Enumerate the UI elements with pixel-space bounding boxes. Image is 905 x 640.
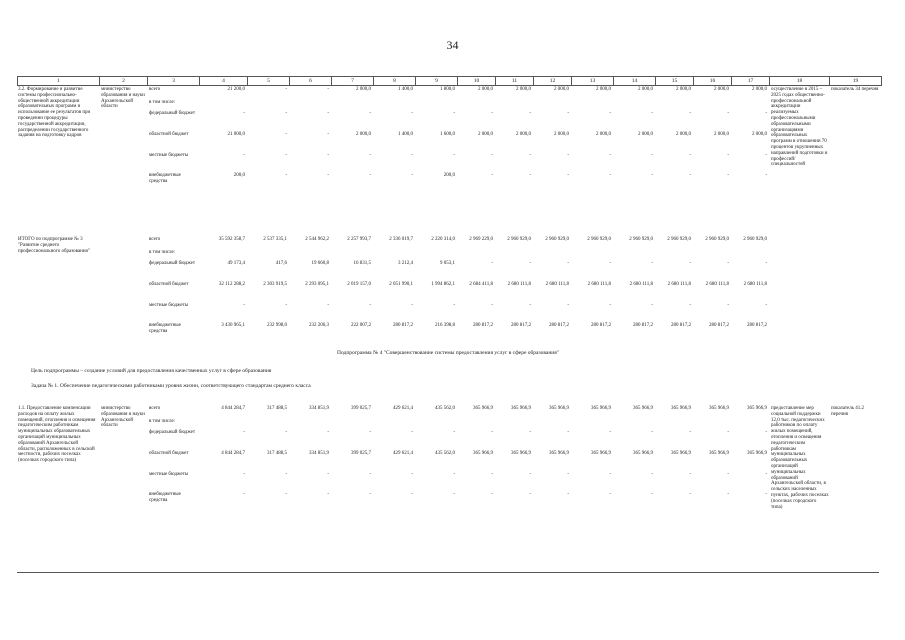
amount-cell: -: [765, 303, 767, 308]
amount-cell: 280 817,2: [473, 323, 493, 328]
amount-cell: 1 400,0: [398, 87, 413, 92]
amount-cell: 2 544 962,2: [305, 237, 329, 242]
column-number-16: 16: [694, 77, 732, 86]
amount-cell: -: [369, 430, 371, 435]
amount-cell: 365 966,9: [709, 451, 729, 456]
funding-source-label: местные бюджеты: [149, 153, 189, 158]
amount-cell: 32 112 288,2: [218, 282, 245, 287]
amount-cell: 280 817,2: [747, 323, 767, 328]
column-number-13: 13: [572, 77, 614, 86]
column-number-18: 18: [770, 77, 830, 86]
amount-cell: -: [529, 153, 531, 158]
amount-cell: 365 966,9: [671, 406, 691, 411]
amount-cell: -: [327, 303, 329, 308]
amount-cell: -: [727, 173, 729, 178]
amount-cell: -: [491, 153, 493, 158]
funding-source-label: областной бюджет: [149, 282, 189, 287]
column-number-15: 15: [656, 77, 694, 86]
amount-cell: 2 303 919,5: [263, 282, 287, 287]
amount-cell: 2 960 929,0: [587, 237, 611, 242]
amount-cell: 365 966,9: [511, 406, 531, 411]
amount-cell: 365 966,9: [591, 406, 611, 411]
amount-cell: -: [765, 153, 767, 158]
amount-cell: -: [453, 492, 455, 497]
amount-cell: 200,0: [443, 173, 455, 178]
amount-cell: 2 680 111,8: [743, 282, 767, 287]
funding-source-label: федеральный бюджет: [149, 430, 196, 435]
funding-source-label: местные бюджеты: [149, 472, 189, 477]
funding-source-label: в том числе:: [149, 419, 176, 424]
column-number-8: 8: [374, 77, 416, 86]
amount-cell: -: [491, 492, 493, 497]
amount-cell: 2 000,0: [516, 87, 531, 92]
amount-cell: -: [727, 430, 729, 435]
amount-cell: 35 592 358,7: [218, 237, 245, 242]
amount-cell: -: [567, 303, 569, 308]
amount-cell: -: [491, 261, 493, 266]
amount-cell: 2 000,0: [478, 87, 493, 92]
amount-cell: 280 817,2: [709, 323, 729, 328]
amount-cell: -: [243, 153, 245, 158]
amount-cell: -: [609, 303, 611, 308]
amount-cell: 2 293 095,1: [305, 282, 329, 287]
amount-cell: 19 660,8: [311, 261, 329, 266]
amount-cell: -: [689, 303, 691, 308]
amount-cell: 2 960 929,0: [507, 237, 531, 242]
amount-cell: 2 960 929,0: [667, 237, 691, 242]
column-number-7: 7: [332, 77, 374, 86]
amount-cell: 317 488,5: [267, 406, 287, 411]
amount-cell: 334 851,9: [309, 451, 329, 456]
column-number-19: 19: [830, 77, 882, 86]
amount-cell: -: [567, 430, 569, 435]
amount-cell: -: [765, 472, 767, 477]
row-title: 1.1. Предоставление компенсации расходов на оплату жилых помещений, отопления и освещения педагогическим работникам муниципальных образовательных организаций муниципальных образований Архангельской области, расположенных в сельской местности, рабочих поселках (поселках городского типа): [18, 406, 96, 464]
amount-cell: 2 969 229,0: [469, 237, 493, 242]
column-number-6: 6: [290, 77, 332, 86]
amount-cell: 365 966,9: [549, 406, 569, 411]
amount-cell: -: [651, 261, 653, 266]
amount-cell: 2 680 111,8: [545, 282, 569, 287]
amount-cell: -: [243, 472, 245, 477]
amount-cell: 365 966,9: [591, 451, 611, 456]
subprogram-goal: Цель подпрограммы – создание условий для предоставления качественных услуг в сфере образования: [31, 368, 272, 374]
amount-cell: 1 600,0: [440, 132, 455, 137]
amount-cell: -: [327, 430, 329, 435]
column-number-12: 12: [534, 77, 572, 86]
amount-cell: -: [765, 492, 767, 497]
amount-cell: -: [651, 303, 653, 308]
amount-cell: -: [327, 87, 329, 92]
amount-cell: -: [453, 303, 455, 308]
amount-cell: -: [411, 303, 413, 308]
amount-cell: -: [765, 430, 767, 435]
amount-cell: 2 000,0: [596, 87, 611, 92]
amount-cell: -: [529, 492, 531, 497]
amount-cell: -: [567, 111, 569, 116]
amount-cell: -: [411, 430, 413, 435]
amount-cell: -: [609, 173, 611, 178]
amount-cell: 4 844 284,7: [221, 406, 245, 411]
amount-cell: -: [411, 111, 413, 116]
amount-cell: 2 000,0: [714, 87, 729, 92]
column-number-1: 1: [18, 77, 100, 86]
amount-cell: 2 051 990,1: [389, 282, 413, 287]
amount-cell: 365 966,9: [511, 451, 531, 456]
amount-cell: 2 000,0: [676, 87, 691, 92]
amount-cell: -: [689, 111, 691, 116]
amount-cell: 2 680 111,8: [587, 282, 611, 287]
amount-cell: 222 007,2: [351, 323, 371, 328]
amount-cell: -: [651, 430, 653, 435]
indicator-ref: показатель 41.2 перечня: [831, 406, 864, 417]
amount-cell: 2 537 335,1: [263, 237, 287, 242]
column-number-14: 14: [614, 77, 656, 86]
amount-cell: -: [765, 173, 767, 178]
amount-cell: -: [609, 472, 611, 477]
amount-cell: 399 025,7: [351, 406, 371, 411]
amount-cell: 2 000,0: [516, 132, 531, 137]
row-title: ИТОГО по подпрограмме № 3 "Развитие среднего профессионального образования": [18, 237, 90, 254]
amount-cell: -: [609, 111, 611, 116]
amount-cell: 280 817,2: [591, 323, 611, 328]
amount-cell: 2 220 314,0: [431, 237, 455, 242]
funding-source-label: федеральный бюджет: [149, 261, 196, 266]
amount-cell: 280 817,2: [671, 323, 691, 328]
bottom-rule: [17, 572, 879, 573]
amount-cell: -: [491, 303, 493, 308]
amount-cell: -: [609, 430, 611, 435]
amount-cell: 399 025,7: [351, 451, 371, 456]
amount-cell: 429 621,4: [393, 451, 413, 456]
amount-cell: 2 000,0: [554, 132, 569, 137]
amount-cell: -: [411, 472, 413, 477]
amount-cell: -: [285, 430, 287, 435]
amount-cell: 3 212,4: [398, 261, 413, 266]
amount-cell: -: [369, 173, 371, 178]
amount-cell: 2 000,0: [356, 87, 371, 92]
column-number-row: [17, 76, 882, 86]
page-number: 34: [446, 38, 459, 52]
amount-cell: -: [689, 261, 691, 266]
column-number-9: 9: [416, 77, 458, 86]
amount-cell: 2 000,0: [554, 87, 569, 92]
amount-cell: 216 398,8: [435, 323, 455, 328]
amount-cell: 2 000,0: [714, 132, 729, 137]
amount-cell: 417,6: [275, 261, 287, 266]
amount-cell: -: [567, 153, 569, 158]
column-number-10: 10: [458, 77, 496, 86]
amount-cell: -: [529, 303, 531, 308]
amount-cell: -: [567, 472, 569, 477]
amount-cell: -: [491, 111, 493, 116]
column-number-4: 4: [200, 77, 248, 86]
funding-source-label: федеральный бюджет: [149, 111, 196, 116]
amount-cell: 21 200,0: [227, 87, 245, 92]
amount-cell: 365 966,9: [747, 451, 767, 456]
executor: министерство образования и науки Архангельской области: [101, 87, 145, 110]
amount-cell: 2 680 111,8: [705, 282, 729, 287]
amount-cell: -: [327, 153, 329, 158]
amount-cell: 365 966,9: [747, 406, 767, 411]
amount-cell: 280 817,2: [549, 323, 569, 328]
amount-cell: 2 960 929,0: [705, 237, 729, 242]
amount-cell: 3 430 965,1: [221, 323, 245, 328]
amount-cell: 280 817,2: [511, 323, 531, 328]
indicator-ref: показатель 34 перечня: [831, 87, 879, 92]
amount-cell: -: [529, 261, 531, 266]
amount-cell: -: [285, 87, 287, 92]
amount-cell: 2 257 993,7: [347, 237, 371, 242]
amount-cell: 2 000,0: [638, 87, 653, 92]
amount-cell: 365 966,9: [633, 451, 653, 456]
amount-cell: -: [285, 111, 287, 116]
funding-source-label: внебюджетные средства: [149, 323, 181, 334]
amount-cell: -: [453, 153, 455, 158]
row-title: 3.2. Формирование и развитие системы профессионально-общественной аккредитации образовательных программ и использование ее результатов при проведении процедуры государственной аккредитации, распределении государственного задания на подготовку кадров: [18, 87, 91, 139]
amount-cell: -: [243, 430, 245, 435]
amount-cell: -: [651, 492, 653, 497]
amount-cell: -: [651, 472, 653, 477]
amount-cell: -: [285, 472, 287, 477]
amount-cell: 9 053,1: [440, 261, 455, 266]
amount-cell: -: [411, 153, 413, 158]
amount-cell: -: [727, 492, 729, 497]
column-number-11: 11: [496, 77, 534, 86]
amount-cell: 2 960 929,0: [629, 237, 653, 242]
amount-cell: -: [285, 132, 287, 137]
amount-cell: -: [369, 492, 371, 497]
amount-cell: 2 019 157,0: [347, 282, 371, 287]
funding-source-label: внебюджетные средства: [149, 173, 181, 184]
amount-cell: -: [491, 472, 493, 477]
amount-cell: -: [243, 492, 245, 497]
amount-cell: 435 562,0: [435, 451, 455, 456]
column-number-17: 17: [732, 77, 770, 86]
amount-cell: 280 817,2: [393, 323, 413, 328]
amount-cell: -: [285, 303, 287, 308]
funding-source-label: внебюджетные средства: [149, 492, 181, 503]
amount-cell: -: [453, 430, 455, 435]
funding-source-label: всего: [149, 237, 161, 242]
amount-cell: 2 000,0: [356, 132, 371, 137]
amount-cell: 365 966,9: [473, 406, 493, 411]
amount-cell: 365 966,9: [549, 451, 569, 456]
amount-cell: 232 206,3: [309, 323, 329, 328]
amount-cell: -: [727, 153, 729, 158]
amount-cell: -: [609, 492, 611, 497]
amount-cell: -: [369, 472, 371, 477]
amount-cell: -: [327, 132, 329, 137]
amount-cell: -: [689, 173, 691, 178]
amount-cell: -: [285, 492, 287, 497]
amount-cell: 16 831,5: [353, 261, 371, 266]
amount-cell: -: [327, 492, 329, 497]
amount-cell: -: [453, 472, 455, 477]
funding-source-label: в том числе:: [149, 250, 176, 255]
column-number-2: 2: [100, 77, 148, 86]
amount-cell: -: [285, 153, 287, 158]
amount-cell: 2 680 111,8: [629, 282, 653, 287]
amount-cell: -: [369, 111, 371, 116]
amount-cell: 4 844 284,7: [221, 451, 245, 456]
amount-cell: 2 000,0: [596, 132, 611, 137]
column-number-3: 3: [148, 77, 200, 86]
amount-cell: 49 173,4: [227, 261, 245, 266]
executor: министерство образования и науки Архангельской области: [101, 406, 145, 429]
amount-cell: -: [651, 173, 653, 178]
amount-cell: 429 621,4: [393, 406, 413, 411]
amount-cell: -: [727, 261, 729, 266]
subprogram-task: Задача № 1. Обеспечение педагогическими работниками уровня жизни, соответствующего стандартам среднего класса: [31, 383, 311, 389]
amount-cell: -: [243, 303, 245, 308]
amount-cell: 317 488,5: [267, 451, 287, 456]
amount-cell: -: [567, 261, 569, 266]
amount-cell: -: [727, 303, 729, 308]
amount-cell: 334 851,9: [309, 406, 329, 411]
amount-cell: 200,0: [233, 173, 245, 178]
amount-cell: 365 966,9: [633, 406, 653, 411]
amount-cell: -: [765, 261, 767, 266]
amount-cell: -: [491, 173, 493, 178]
amount-cell: 2 680 111,8: [667, 282, 691, 287]
expected-result: предоставление мер социальной поддержки 12,0 тыс. педагогических работников по оплату жилых помещений, отопления и освещения педагогическим работникам муниципальных образовательных организаций муниципальных образований Архангельской области, в сельских населенных пунктах, рабочих поселках (поселках городского типа): [771, 406, 829, 510]
funding-source-label: областной бюджет: [149, 451, 189, 456]
funding-source-label: всего: [149, 87, 161, 92]
amount-cell: 1 400,0: [398, 132, 413, 137]
amount-cell: -: [529, 111, 531, 116]
amount-cell: -: [411, 492, 413, 497]
amount-cell: 365 966,9: [709, 406, 729, 411]
amount-cell: 2 960 929,0: [743, 237, 767, 242]
amount-cell: -: [651, 153, 653, 158]
funding-source-label: в том числе:: [149, 100, 176, 105]
funding-source-label: местные бюджеты: [149, 303, 189, 308]
amount-cell: 2 960 929,0: [545, 237, 569, 242]
amount-cell: -: [567, 173, 569, 178]
amount-cell: 2 336 019,7: [389, 237, 413, 242]
amount-cell: -: [609, 153, 611, 158]
amount-cell: -: [285, 173, 287, 178]
amount-cell: -: [567, 492, 569, 497]
amount-cell: 2 684 411,8: [469, 282, 493, 287]
amount-cell: -: [327, 111, 329, 116]
amount-cell: -: [689, 430, 691, 435]
amount-cell: 2 680 111,8: [507, 282, 531, 287]
amount-cell: 2 000,0: [752, 87, 767, 92]
amount-cell: 365 966,9: [671, 451, 691, 456]
expected-result: осуществление в 2015 – 2025 годах общественно-профессиональной аккредитации реализуемых профессиональными образовательными организациями образовательных программ в отношении 70 процентов укрупненных направлений подготовки и профессий/специальностей: [771, 87, 828, 168]
amount-cell: 365 966,9: [473, 451, 493, 456]
amount-cell: -: [529, 173, 531, 178]
amount-cell: -: [689, 472, 691, 477]
amount-cell: 21 000,0: [227, 132, 245, 137]
amount-cell: -: [243, 111, 245, 116]
amount-cell: -: [369, 153, 371, 158]
amount-cell: -: [411, 173, 413, 178]
subprogram-title: Подпрограмма № 4 "Совершенствование системы предоставления услуг в сфере образования": [336, 350, 560, 356]
amount-cell: -: [651, 111, 653, 116]
column-number-5: 5: [248, 77, 290, 86]
amount-cell: -: [327, 472, 329, 477]
amount-cell: -: [327, 173, 329, 178]
amount-cell: 2 000,0: [638, 132, 653, 137]
amount-cell: -: [529, 472, 531, 477]
amount-cell: -: [491, 430, 493, 435]
amount-cell: -: [689, 492, 691, 497]
amount-cell: -: [609, 261, 611, 266]
amount-cell: 435 562,0: [435, 406, 455, 411]
amount-cell: -: [765, 111, 767, 116]
funding-source-label: областной бюджет: [149, 132, 189, 137]
amount-cell: -: [453, 111, 455, 116]
amount-cell: 2 000,0: [676, 132, 691, 137]
amount-cell: 2 000,0: [478, 132, 493, 137]
amount-cell: -: [727, 111, 729, 116]
amount-cell: 1 800,0: [440, 87, 455, 92]
amount-cell: -: [689, 153, 691, 158]
amount-cell: 1 994 862,1: [431, 282, 455, 287]
amount-cell: -: [369, 303, 371, 308]
amount-cell: 2 000,0: [752, 132, 767, 137]
amount-cell: 232 998,0: [267, 323, 287, 328]
funding-source-label: всего: [149, 406, 161, 411]
amount-cell: 280 817,2: [633, 323, 653, 328]
amount-cell: -: [727, 472, 729, 477]
amount-cell: -: [529, 430, 531, 435]
